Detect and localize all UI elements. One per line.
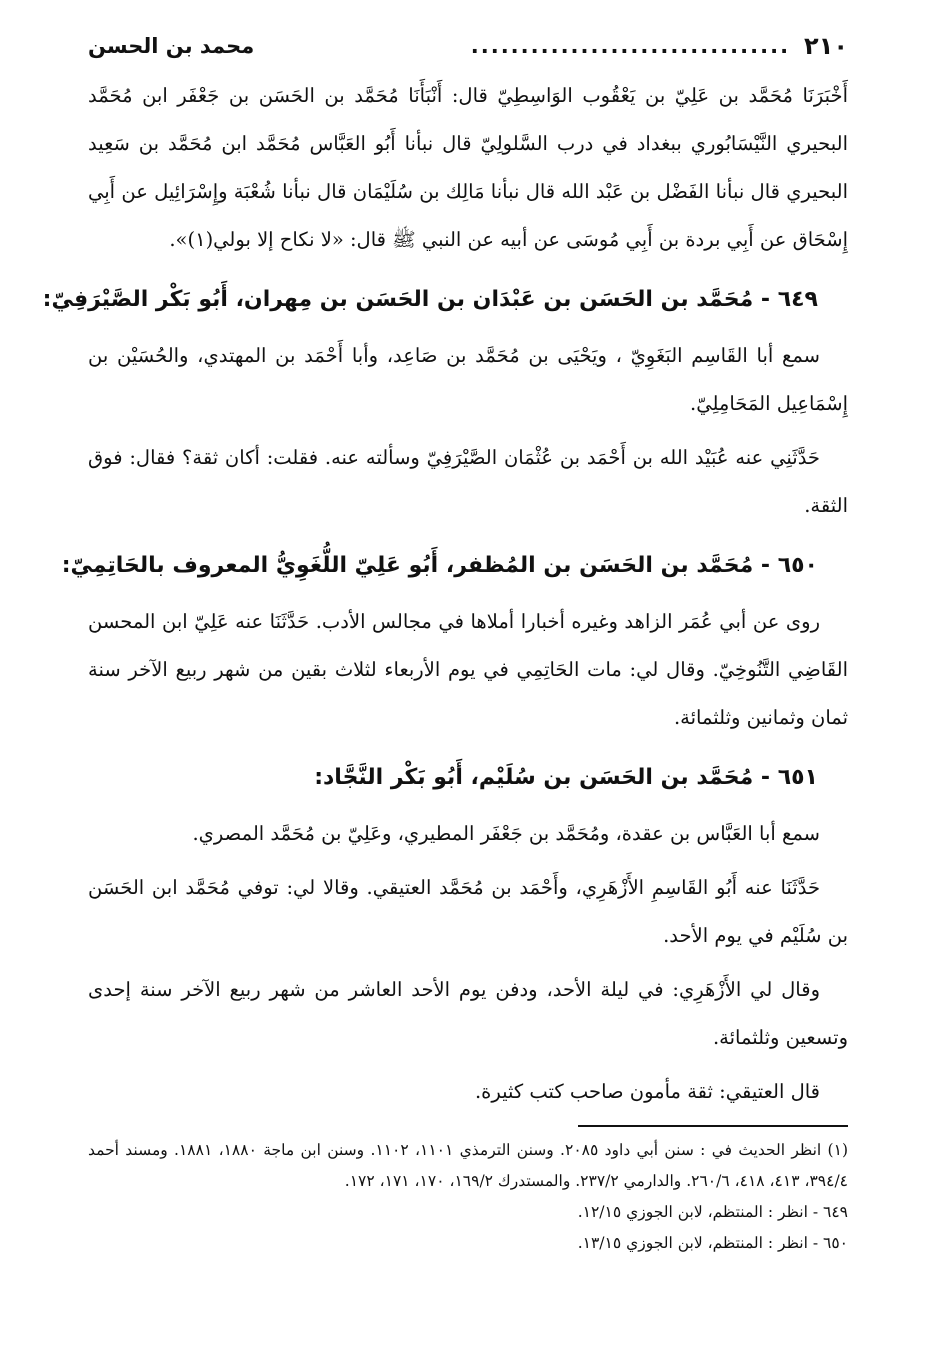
running-header <box>88 26 848 66</box>
footnote-649: ٦٤٩ - انظر : المنتظم، لابن الجوزي ١٢/١٥. <box>577 1203 848 1221</box>
entry-heading-651: ٦٥١ - مُحَمَّد بن الحَسَن بن سُلَيْم، أَبُو بَكْر النَّجَّاد: <box>314 765 818 790</box>
page-number: ٢١٠ <box>804 32 848 60</box>
entry-651-paragraph-3: وقال لي الأَزْهَرِي: في ليلة الأحد، ودفن يوم الأحد العاشر من شهر ربيع الآخر سنة إحدى وتسعين وثلثمائة. <box>88 978 848 1049</box>
footnote-1: (١) انظر الحديث في : سنن أبي داود ٢٠٨٥. وسنن الترمذي ١١٠١، ١١٠٢. وسنن ابن ماجة ١٨٨٠، ١٨٨١. ومسند أحمد ٣٩٤/٤، ٤١٣، ٤١٨، ٢٦٠/٦. والدارمي ٢٣٧/٢. والمستدرك ١٦٩/٢، ١٧٠، ١٧١، ١٧٢. <box>88 1141 848 1190</box>
intro-paragraph: أَخْبَرَنَا مُحَمَّد بن عَلِيّ بن يَعْقُوب الوَاسِطِيّ قال: أَنْبَأَنَا مُحَمَّد بن الحَسَن بن جَعْفَر ابن مُحَمَّد البحيري النَّيْسَابُوري ببغداد في درب السَّلولِيّ قال نبأنا أَبُو العَبَّاس مُحَمَّد ابن مُحَمَّد بن سَعِيد البحيري قال نبأنا الفَضْل بن عَبْد الله قال نبأنا مَالِك بن سُلَيْمَان قال نبأنا شُعْبَة وإِسْرَائِيل عن أَبِي إِسْحَاق عن أَبِي بردة بن أَبِي مُوسَى عن أبيه عن النبي ﷺ قال: «لا نكاح إلا بولي(١)». <box>88 84 848 251</box>
running-title: محمد بن الحسن <box>88 34 255 58</box>
footnotes <box>88 1135 848 1259</box>
entry-651-paragraph-1: سمع أبا العَبَّاس بن عقدة، ومُحَمَّد بن جَعْفَر المطيري، وعَلِيّ بن مُحَمَّد المصري. <box>192 822 820 845</box>
footnote-divider <box>578 1125 848 1127</box>
entry-649-paragraph-2: حَدَّثَنِي عنه عُبَيْد الله بن أَحْمَد بن عُثْمَان الصَّيْرَفِيّ وسألته عنه. فقلت: أكان ثقة؟ فقال: فوق الثقة. <box>88 446 848 517</box>
entry-650-paragraph-1: روى عن أبي عُمَر الزاهد وغيره أخبارا أملاها في مجالس الأدب. حَدَّثَنَا عنه عَلِيّ ابن المحسن القَاضِي التَّنُوخِيّ. وقال لي: مات الحَاتِمِي في يوم الأربعاء لثلاث بقين من شهر ربيع الآخر سنة ثمان وثمانين وثلثمائة. <box>88 610 848 729</box>
entry-heading-649: ٦٤٩ - مُحَمَّد بن الحَسَن بن عَبْدَان بن الحَسَن بن مِهران، أَبُو بَكْر الصَّيْرَفِيّ: <box>42 287 818 312</box>
footnote-650: ٦٥٠ - انظر : المنتظم، لابن الجوزي ١٣/١٥. <box>577 1234 848 1252</box>
entry-649-paragraph-1: سمع أبا القَاسِم البَغَوِيّ ، ويَحْيَى بن مُحَمَّد بن صَاعِد، وأبا أَحْمَد بن المهتدي، والحُسَيْن بن إِسْمَاعِيل المَحَامِلِيّ. <box>88 344 848 415</box>
main-text <box>42 72 848 1116</box>
header-dots: ................................ <box>470 34 791 58</box>
entry-heading-650: ٦٥٠ - مُحَمَّد بن الحَسَن بن المُظفر، أَبُو عَلِيّ اللُّغَوِيُّ المعروف بالحَاتِمِيّ: <box>61 553 818 578</box>
entry-651-paragraph-4: قال العتيقي: ثقة مأمون صاحب كتب كثيرة. <box>474 1080 820 1103</box>
entry-651-paragraph-2: حَدَّثَنَا عنه أَبُو القَاسِمِ الأَزْهَرِي، وأَحْمَد بن مُحَمَّد العتيقي. وقالا لي: توفي مُحَمَّد ابن الحَسَن بن سُلَيْم في يوم الأحد. <box>88 876 848 947</box>
